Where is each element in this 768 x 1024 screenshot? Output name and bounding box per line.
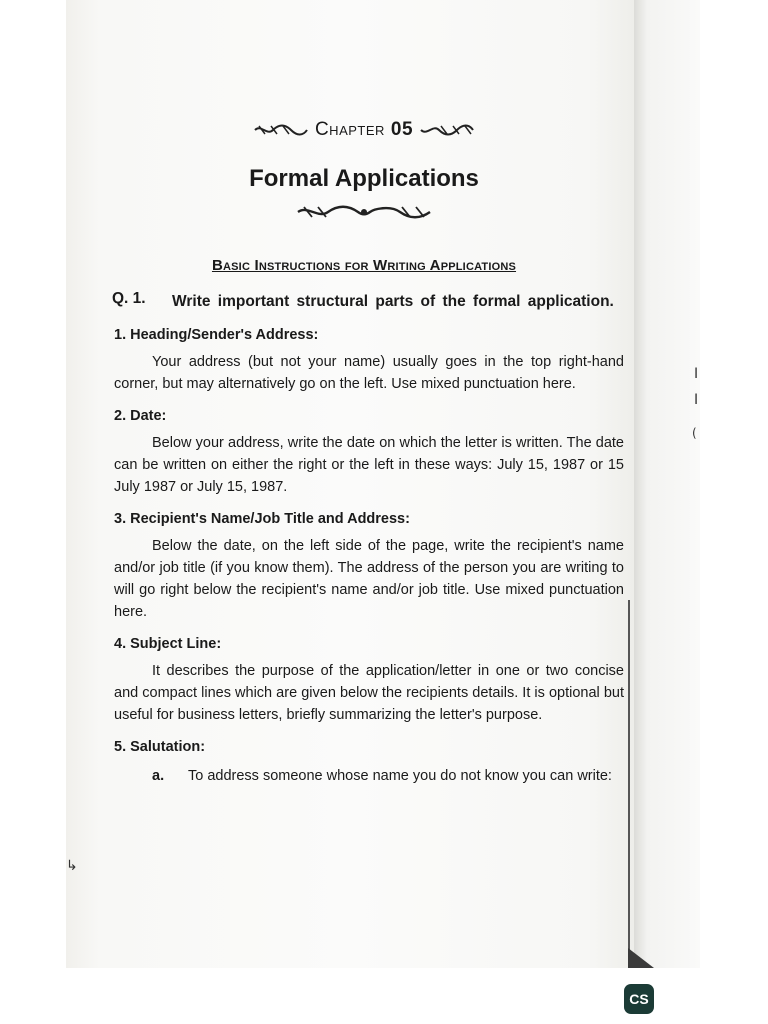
margin-scribble-mark: ↳ (66, 858, 78, 874)
item-heading: 5. Salutation: (114, 739, 206, 755)
item-heading: 3. Recipient's Name/Job Title and Address: (114, 511, 410, 527)
item-heading: 4. Subject Line: (114, 636, 222, 652)
page-title: Formal Applications (249, 165, 479, 192)
page-margin-strip (634, 0, 700, 968)
item-body: It describes the purpose of the application/letter in one or two concise and compact lines which are given below the recipients details. It is optional but useful for business letters, briefly summarizing the letter's purpose. (114, 663, 624, 723)
ornament-divider-icon (294, 203, 434, 221)
question-number: Q. 1. (112, 290, 146, 307)
page-edge-line (628, 600, 630, 965)
right-flourish-icon (419, 123, 475, 137)
section-heading: Basic Instructions for Writing Applications (211, 257, 517, 274)
margin-tick-mark: I (694, 392, 699, 408)
chapter-label: Chapter (314, 119, 385, 140)
item-body: Below the date, on the left side of the page, write the recipient's name and/or job title (if you know them). The address of the person you are writing to will go right below the recipient's name and/or job title. Use mixed punctuation here. (114, 538, 624, 620)
sub-item-text: To address someone whose name you do not know you can write: (188, 768, 612, 784)
item-body: Your address (but not your name) usually goes in the top right-hand corner, but may alternatively go on the left. Use mixed punctuation here. (114, 354, 624, 392)
left-flourish-icon (253, 123, 309, 137)
chapter-header (104, 117, 624, 143)
question-text: Write important structural parts of the formal application. (172, 293, 614, 310)
ornamental-divider (104, 203, 624, 229)
item-heading: 1. Heading/Sender's Address: (114, 327, 319, 343)
item-heading: 2. Date: (114, 408, 167, 424)
document-body (104, 100, 624, 787)
margin-tick-mark: I (694, 366, 699, 382)
chapter-number: 05 (390, 119, 414, 140)
page-corner-fold (628, 948, 654, 968)
question-row (104, 290, 624, 314)
margin-tick-mark: ( (692, 426, 697, 440)
camscanner-badge: CS (624, 984, 654, 1014)
item-body: Below your address, write the date on which the letter is written. The date can be written on either the right or the left in these ways: July 15, 1987 or 15 July 1987 or July 15, 1987. (114, 435, 624, 495)
sub-item-letter: a. (152, 768, 165, 784)
sub-item (104, 765, 624, 787)
